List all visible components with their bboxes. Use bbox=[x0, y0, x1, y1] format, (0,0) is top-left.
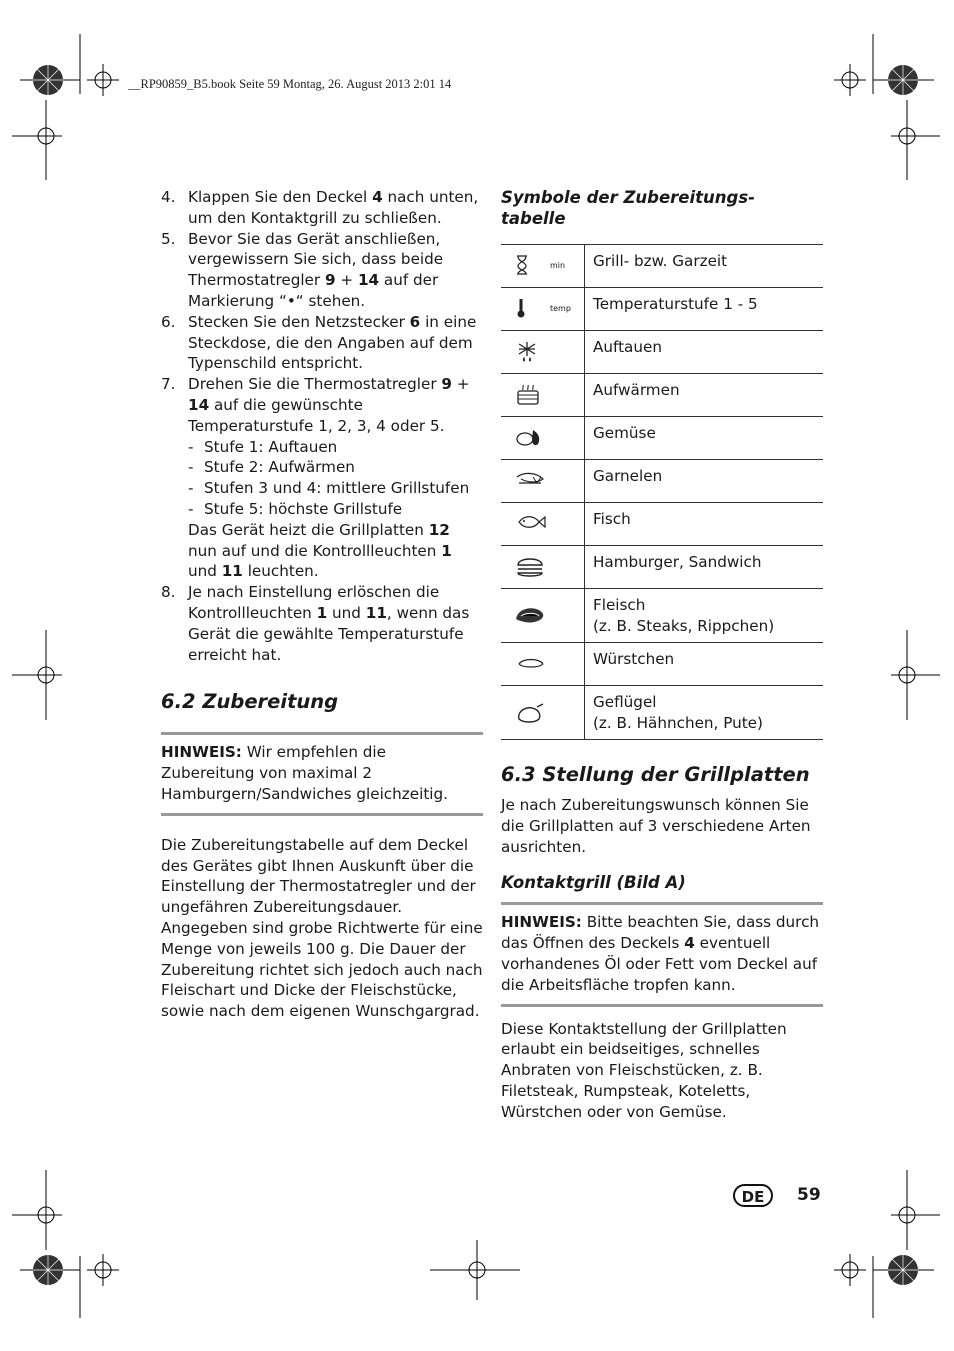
symbol-label: Hamburger, Sandwich bbox=[593, 553, 762, 571]
step-7: 7. Drehen Sie die Thermostatregler 9 + 14 auf die gewünschte Temperaturstufe 1, 2, 3, 4 oder 5. - Stufe 1: Auftauen - Stufe 2: Aufwärmen - Stufen 3 und 4: mittlere Grillstufen - Stufe 5: höchste Grillstufe Das Gerät heizt die Grillplatten 12 nun auf und die Kontrollleuchten 1 und 11 leuchten. bbox=[161, 374, 483, 582]
symbol-label-detail: (z. B. Hähnchen, Pute) bbox=[593, 713, 763, 732]
note-box-right bbox=[501, 902, 823, 1006]
warm-icon bbox=[515, 383, 547, 407]
step-6: 6. Stecken Sie den Netzstecker 6 in eine Steckdose, die den Angaben auf dem Typenschild entspricht. bbox=[161, 312, 477, 373]
step-4: 4. Klappen Sie den Deckel 4 nach unten, um den Kontaktgrill zu schließen. bbox=[161, 188, 479, 227]
symbol-label: Fleisch bbox=[593, 596, 646, 614]
shrimp-icon bbox=[515, 469, 547, 493]
sausage-icon bbox=[515, 652, 547, 676]
symbol-label: Grill- bzw. Garzeit bbox=[593, 252, 728, 270]
symbols-table bbox=[501, 244, 823, 740]
step-5: 5. Bevor Sie das Gerät anschließen, vergewissern Sie sich, dass beide Thermostatregler 9 + 14 auf der Markierung “•“ stehen. bbox=[161, 229, 444, 310]
note-label: HINWEIS: bbox=[501, 913, 582, 932]
symbol-label: Gemüse bbox=[593, 424, 656, 442]
symbol-label: Auftauen bbox=[593, 338, 662, 356]
symbol-row bbox=[501, 331, 823, 374]
symbol-label: Geflügel bbox=[593, 693, 657, 711]
level-2: - Stufe 2: Aufwärmen bbox=[188, 457, 483, 478]
body-paragraph-right: Diese Kontaktstellung der Grillplatten erlaubt ein beidseitiges, schnelles Anbraten von Fleischstücken, z. B. Filetsteak, Rumpsteak, Koteletts, Würstchen oder von Gemüse. bbox=[501, 1019, 787, 1121]
symbol-row bbox=[501, 417, 823, 460]
symbol-label: Garnelen bbox=[593, 467, 663, 485]
hourglass-icon bbox=[515, 254, 547, 278]
note-text: Wir empfehlen die Zubereitung von maximal 2 Hamburgern/Sandwiches gleichzeitig. bbox=[161, 743, 448, 803]
section-title-zubereitung: 6.2 Zubereitung bbox=[161, 690, 339, 714]
page-number: 59 bbox=[797, 1185, 821, 1205]
symbol-row bbox=[501, 686, 823, 740]
note-box bbox=[161, 732, 483, 815]
body-paragraph: Die Zubereitungstabelle auf dem Deckel des Gerätes gibt Ihnen Auskunft über die Einstellung der Thermostatregler und der ungefähren Zubereitungsdauer. Angegeben sind grobe Richtwerte für eine Menge von jeweils 100 g. Die Dauer der Zubereitung richtet sich jedoch auch nach Fleischart und Dicke der Fleischstücke, sowie nach dem eigenen Wunschgargrad. bbox=[161, 835, 483, 1021]
level-1: - Stufe 1: Auftauen bbox=[188, 437, 483, 458]
thermometer-icon bbox=[515, 297, 547, 321]
symbol-row bbox=[501, 546, 823, 589]
right-column bbox=[501, 187, 823, 1123]
note-text: Bitte beachten Sie, dass durch das Öffnen des Deckels 4 eventuell vorhandenes Öl oder Fett vom Deckel auf die Arbeitsfläche tropfen kann. bbox=[501, 913, 820, 994]
subsection-title-kontaktgrill: Kontaktgrill (Bild A) bbox=[501, 873, 686, 893]
intro-paragraph: Je nach Zubereitungswunsch können Sie die Grillplatten auf 3 verschiedene Arten ausrichten. bbox=[501, 796, 811, 856]
section-title-grillplatten: 6.3 Stellung der Grillplatten bbox=[501, 763, 810, 786]
symbol-row bbox=[501, 503, 823, 546]
table-title: Symbole der Zubereitungs- tabelle bbox=[501, 188, 756, 228]
symbol-label-detail: (z. B. Steaks, Rippchen) bbox=[593, 616, 775, 635]
poultry-icon bbox=[515, 701, 547, 725]
symbol-label: Würstchen bbox=[593, 650, 675, 668]
hamburger-icon bbox=[515, 555, 547, 579]
symbol-row bbox=[501, 589, 823, 643]
vegetable-icon bbox=[515, 426, 547, 450]
symbol-label: Temperaturstufe 1 - 5 bbox=[593, 295, 758, 313]
fish-icon bbox=[515, 512, 547, 536]
icon-tag: min bbox=[550, 260, 566, 270]
instruction-steps bbox=[161, 187, 483, 665]
steak-icon bbox=[515, 604, 547, 628]
symbol-row bbox=[501, 374, 823, 417]
step-8: 8. Je nach Einstellung erlöschen die Kontrollleuchten 1 und 11, wenn das Gerät die gewählte Temperaturstufe erreicht hat. bbox=[161, 583, 470, 664]
language-badge: DE bbox=[733, 1184, 773, 1207]
level-3-4: - Stufen 3 und 4: mittlere Grillstufen bbox=[188, 478, 483, 499]
print-file-line: __RP90859_B5.book Seite 59 Montag, 26. August 2013 2:01 14 bbox=[128, 77, 452, 91]
symbol-label: Fisch bbox=[593, 510, 631, 528]
symbol-row bbox=[501, 288, 823, 331]
left-column bbox=[161, 187, 483, 1022]
level-5: - Stufe 5: höchste Grillstufe bbox=[188, 499, 483, 520]
icon-tag: temp bbox=[550, 303, 571, 313]
thaw-icon bbox=[515, 340, 547, 364]
symbol-row bbox=[501, 460, 823, 503]
symbol-label: Aufwärmen bbox=[593, 381, 680, 399]
symbol-row bbox=[501, 245, 823, 288]
note-label: HINWEIS: bbox=[161, 743, 242, 762]
symbol-row bbox=[501, 643, 823, 686]
